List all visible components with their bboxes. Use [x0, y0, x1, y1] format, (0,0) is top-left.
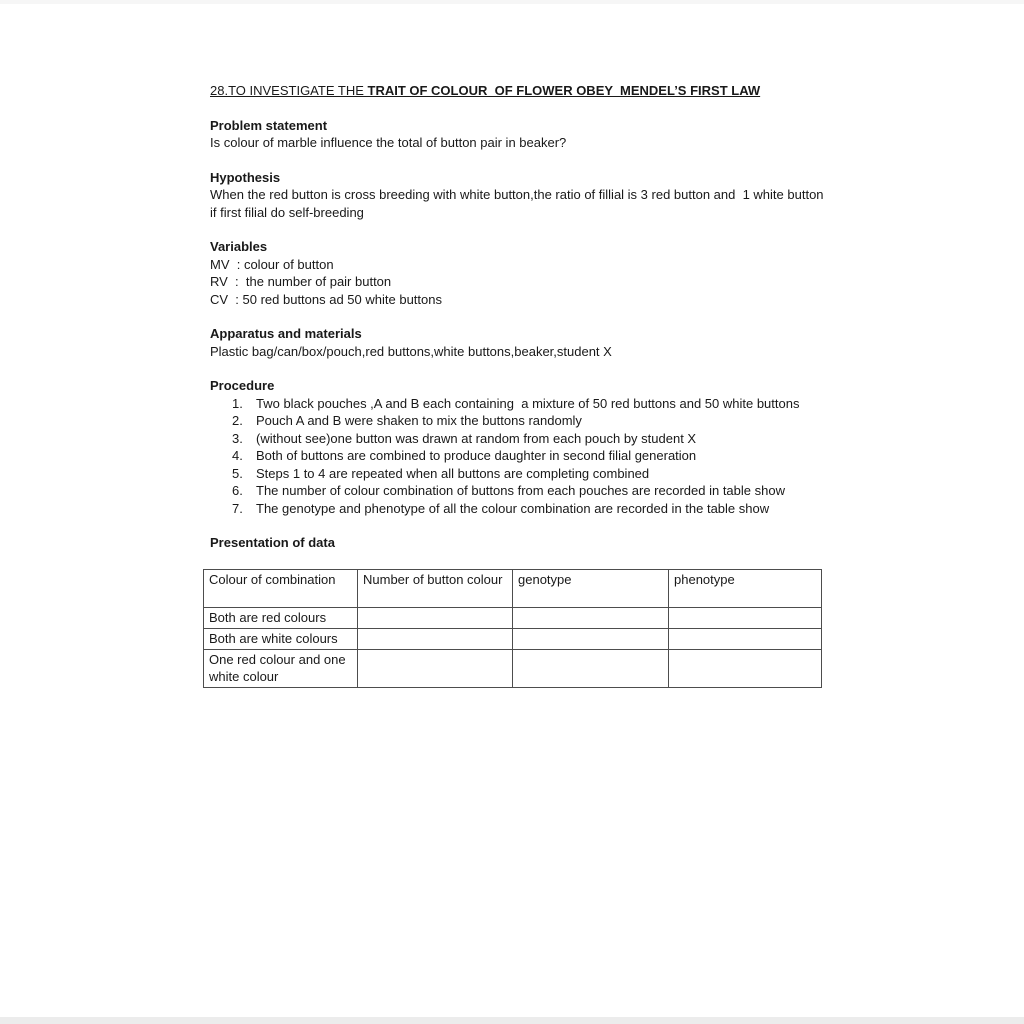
table-cell: One red colour and one white colour	[204, 649, 358, 687]
apparatus-heading: Apparatus and materials	[210, 326, 362, 341]
table-cell	[358, 607, 513, 628]
document-title	[210, 82, 828, 100]
title-prefix: 28.TO INVESTIGATE THE	[210, 83, 368, 98]
hypothesis-heading: Hypothesis	[210, 169, 281, 185]
table-row	[204, 649, 822, 687]
table-header-cell: Number of button colour	[358, 569, 513, 607]
procedure-step	[210, 500, 828, 518]
table-header-row	[204, 569, 822, 607]
step-text: Steps 1 to 4 are repeated when all buttons are completing combined	[256, 465, 650, 481]
step-text: The genotype and phenotype of all the colour combination are recorded in the table show	[256, 500, 770, 516]
table-header-cell: genotype	[513, 569, 669, 607]
table-cell	[513, 607, 669, 628]
table-row	[204, 628, 822, 649]
presentation-heading: Presentation of data	[210, 535, 335, 550]
page-edge-top	[0, 0, 1024, 4]
table-cell: Both are white colours	[204, 628, 358, 649]
step-number: 5.	[232, 465, 243, 481]
table-row	[204, 607, 822, 628]
table-header-cell: Colour of combination	[204, 569, 358, 607]
table-cell	[669, 607, 822, 628]
step-number: 3.	[232, 430, 243, 446]
procedure-step	[210, 447, 828, 465]
step-number: 7.	[232, 500, 243, 516]
problem-statement-heading: Problem statement	[210, 117, 328, 133]
step-number: 1.	[232, 395, 243, 411]
table-cell	[358, 628, 513, 649]
table-header-cell: phenotype	[669, 569, 822, 607]
table-cell	[669, 628, 822, 649]
variable-mv: MV : colour of button	[210, 256, 334, 272]
procedure-heading: Procedure	[210, 378, 275, 393]
variables-heading: Variables	[210, 239, 268, 254]
procedure-step	[210, 430, 828, 448]
data-table	[203, 569, 822, 688]
step-text: (without see)one button was drawn at random from each pouch by student X	[256, 430, 697, 446]
step-number: 4.	[232, 448, 243, 463]
table-cell	[513, 628, 669, 649]
hypothesis-text: When the red button is cross breeding with white button,the ratio of fillial is 3 red button and 1 white button if first filial do self-breeding	[210, 187, 828, 220]
document-content	[210, 82, 828, 688]
apparatus-text: Plastic bag/can/box/pouch,red buttons,white buttons,beaker,student X	[210, 343, 612, 359]
step-text: The number of colour combination of buttons from each pouches are recorded in table show	[256, 483, 785, 498]
variable-rv: RV : the number of pair button	[210, 274, 392, 289]
title-bold: TRAIT OF COLOUR OF FLOWER OBEY MENDEL’S FIRST LAW	[367, 83, 761, 98]
table-cell: Both are red colours	[204, 607, 358, 628]
step-text: Two black pouches ,A and B each containing a mixture of 50 red buttons and 50 white buttons	[256, 395, 800, 411]
problem-statement-text: Is colour of marble influence the total of button pair in beaker?	[210, 135, 567, 150]
procedure-step	[210, 482, 828, 500]
table-cell	[669, 649, 822, 687]
step-text: Both of buttons are combined to produce daughter in second filial generation	[256, 448, 697, 463]
page-edge-bottom	[0, 1017, 1024, 1024]
procedure-step	[210, 395, 828, 413]
step-text: Pouch A and B were shaken to mix the buttons randomly	[256, 413, 582, 428]
table-cell	[358, 649, 513, 687]
procedure-list	[210, 395, 828, 518]
step-number: 6.	[232, 483, 243, 498]
procedure-step	[210, 412, 828, 430]
variable-cv: CV : 50 red buttons ad 50 white buttons	[210, 291, 442, 307]
procedure-step	[210, 465, 828, 483]
step-number: 2.	[232, 413, 243, 428]
table-cell	[513, 649, 669, 687]
